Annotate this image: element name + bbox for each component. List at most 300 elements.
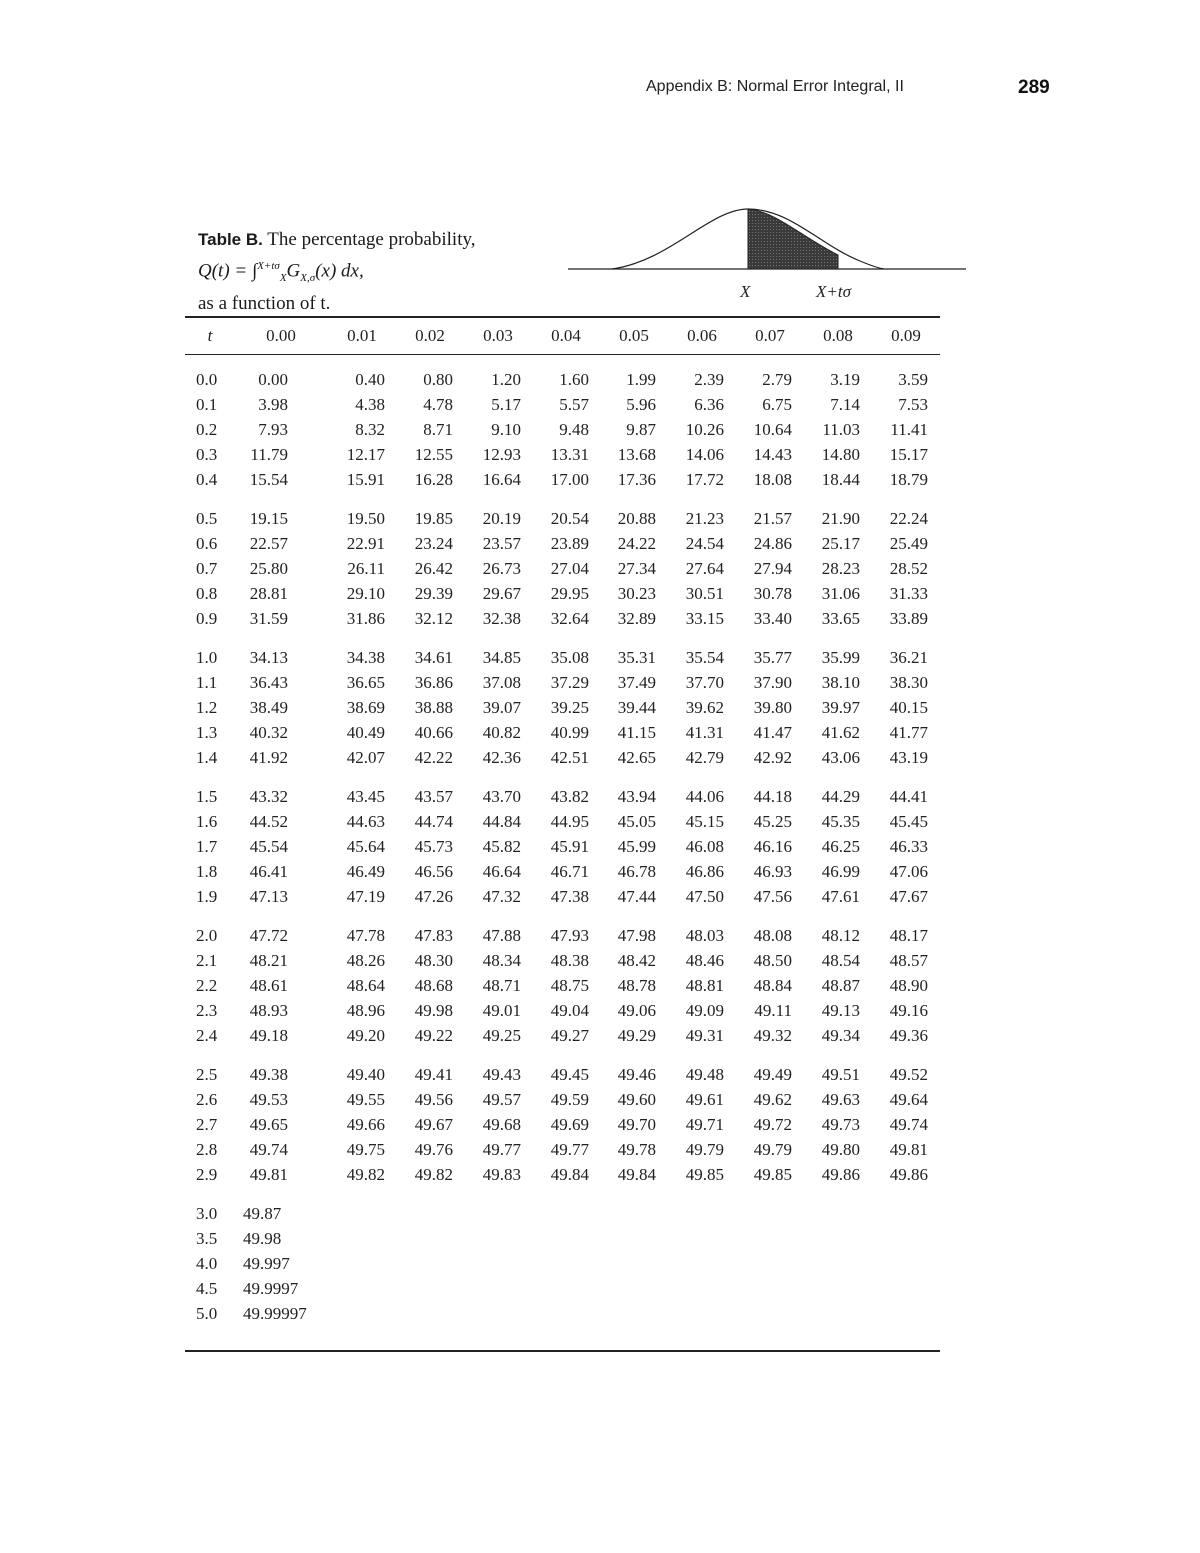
probability-cell: 34.38 <box>346 648 385 667</box>
integrand-subscript: X,σ <box>300 272 316 285</box>
probability-cell: 7.93 <box>258 420 288 439</box>
shaded-area <box>748 209 838 269</box>
probability-cell: 49.74 <box>249 1140 288 1159</box>
probability-cell: 8.32 <box>355 420 385 439</box>
probability-cell: 2.79 <box>762 370 792 389</box>
probability-cell: 47.19 <box>346 887 385 906</box>
probability-cell: 40.82 <box>482 723 521 742</box>
probability-cell: 45.54 <box>249 837 288 856</box>
probability-cell: 49.45 <box>550 1065 589 1084</box>
t-value-cell: 3.5 <box>196 1229 218 1248</box>
probability-cell: 30.23 <box>617 584 656 603</box>
probability-cell: 45.05 <box>617 812 656 831</box>
t-value-cell: 2.4 <box>196 1026 218 1045</box>
probability-cell: 49.77 <box>482 1140 521 1159</box>
probability-cell: 49.72 <box>753 1115 792 1134</box>
probability-cell: 20.19 <box>482 509 521 528</box>
probability-cell: 22.24 <box>889 509 928 528</box>
probability-cell: 39.80 <box>753 698 792 717</box>
t-value-cell: 0.0 <box>196 370 218 389</box>
probability-cell: 18.08 <box>753 470 792 489</box>
probability-cell: 47.26 <box>414 887 453 906</box>
probability-cell: 19.15 <box>249 509 288 528</box>
caption-line-3: as a function of t. <box>198 293 331 315</box>
probability-cell: 23.89 <box>550 534 589 553</box>
probability-cell: 37.70 <box>685 673 724 692</box>
probability-cell: 14.80 <box>821 445 860 464</box>
t-value-cell: 2.6 <box>196 1090 218 1109</box>
probability-cell: 49.56 <box>414 1090 453 1109</box>
integral-upper-limit: X+tσ <box>257 260 280 272</box>
probability-cell: 27.34 <box>617 559 656 578</box>
probability-cell: 5.17 <box>491 395 521 414</box>
probability-cell: 38.69 <box>346 698 385 717</box>
probability-cell: 21.57 <box>753 509 792 528</box>
t-value-cell: 0.1 <box>196 395 218 414</box>
probability-cell: 44.06 <box>685 787 724 806</box>
probability-cell: 35.31 <box>617 648 656 667</box>
t-value-cell: 2.3 <box>196 1001 218 1020</box>
probability-cell: 47.78 <box>346 926 385 945</box>
probability-cell: 49.46 <box>617 1065 656 1084</box>
probability-cell: 49.65 <box>249 1115 288 1134</box>
probability-cell: 48.26 <box>346 951 385 970</box>
probability-cell: 49.49 <box>753 1065 792 1084</box>
probability-cell: 49.16 <box>889 1001 928 1020</box>
probability-cell: 27.04 <box>550 559 589 578</box>
probability-cell: 38.49 <box>249 698 288 717</box>
probability-cell: 10.64 <box>753 420 792 439</box>
probability-cell: 49.43 <box>482 1065 521 1084</box>
t-value-cell: 0.7 <box>196 559 218 578</box>
probability-cell: 31.86 <box>346 609 385 628</box>
probability-cell: 47.50 <box>685 887 724 906</box>
probability-cell: 45.45 <box>889 812 928 831</box>
probability-cell: 49.87 <box>243 1204 282 1223</box>
probability-cell: 46.86 <box>685 862 724 881</box>
probability-cell: 49.74 <box>889 1115 928 1134</box>
probability-cell: 44.41 <box>889 787 928 806</box>
probability-cell: 37.90 <box>753 673 792 692</box>
probability-cell: 40.49 <box>346 723 385 742</box>
t-value-cell: 1.5 <box>196 787 218 806</box>
probability-cell: 43.32 <box>249 787 288 806</box>
probability-cell: 11.03 <box>822 420 860 439</box>
t-value-cell: 1.6 <box>196 812 218 831</box>
probability-cell: 32.89 <box>617 609 656 628</box>
probability-cell: 49.82 <box>346 1165 385 1184</box>
probability-cell: 47.38 <box>550 887 589 906</box>
probability-cell: 49.73 <box>821 1115 860 1134</box>
probability-cell: 48.96 <box>346 1001 385 1020</box>
probability-cell: 47.06 <box>889 862 928 881</box>
t-value-cell: 0.8 <box>196 584 218 603</box>
probability-cell: 49.53 <box>249 1090 288 1109</box>
probability-cell: 49.18 <box>249 1026 288 1045</box>
probability-cell: 48.34 <box>482 951 521 970</box>
probability-cell: 39.62 <box>685 698 724 717</box>
probability-cell: 30.78 <box>753 584 792 603</box>
t-value-cell: 1.4 <box>196 748 218 767</box>
probability-cell: 49.51 <box>821 1065 860 1084</box>
probability-cell: 46.41 <box>249 862 288 881</box>
probability-cell: 49.29 <box>617 1026 656 1045</box>
probability-cell: 36.86 <box>414 673 453 692</box>
table-caption <box>198 227 476 317</box>
t-value-cell: 1.2 <box>196 698 218 717</box>
probability-cell: 17.72 <box>685 470 724 489</box>
t-value-cell: 1.3 <box>196 723 218 742</box>
probability-cell: 49.997 <box>243 1254 290 1273</box>
probability-cell: 41.62 <box>821 723 860 742</box>
probability-cell: 49.67 <box>414 1115 453 1134</box>
t-value-cell: 1.8 <box>196 862 218 881</box>
probability-cell: 49.48 <box>685 1065 724 1084</box>
column-header: 0.01 <box>347 326 377 345</box>
t-value-cell: 0.3 <box>196 445 218 464</box>
probability-cell: 49.52 <box>889 1065 928 1084</box>
probability-cell: 41.15 <box>617 723 656 742</box>
probability-cell: 37.29 <box>550 673 589 692</box>
probability-cell: 31.33 <box>889 584 928 603</box>
probability-cell: 24.86 <box>753 534 792 553</box>
column-header: 0.05 <box>619 326 649 345</box>
probability-cell: 3.59 <box>898 370 928 389</box>
probability-cell: 32.64 <box>550 609 589 628</box>
probability-cell: 48.93 <box>249 1001 288 1020</box>
t-value-cell: 0.4 <box>196 470 218 489</box>
probability-cell: 26.11 <box>347 559 385 578</box>
probability-cell: 47.72 <box>249 926 288 945</box>
probability-cell: 47.88 <box>482 926 521 945</box>
probability-cell: 39.07 <box>482 698 521 717</box>
probability-cell: 33.15 <box>685 609 724 628</box>
probability-cell: 45.25 <box>753 812 792 831</box>
probability-cell: 18.44 <box>821 470 860 489</box>
probability-cell: 49.71 <box>685 1115 724 1134</box>
probability-cell: 48.61 <box>249 976 288 995</box>
probability-cell: 49.81 <box>249 1165 288 1184</box>
probability-cell: 48.90 <box>889 976 928 995</box>
t-value-cell: 0.5 <box>196 509 218 528</box>
probability-cell: 47.32 <box>482 887 521 906</box>
probability-cell: 43.19 <box>889 748 928 767</box>
probability-cell: 47.13 <box>249 887 288 906</box>
t-value-cell: 1.9 <box>196 887 218 906</box>
probability-cell: 34.61 <box>414 648 453 667</box>
probability-cell: 40.66 <box>414 723 453 742</box>
probability-cell: 49.32 <box>753 1026 792 1045</box>
probability-cell: 0.40 <box>355 370 385 389</box>
probability-cell: 46.56 <box>414 862 453 881</box>
probability-cell: 45.99 <box>617 837 656 856</box>
probability-cell: 45.73 <box>414 837 453 856</box>
probability-cell: 5.57 <box>559 395 589 414</box>
t-value-cell: 2.1 <box>196 951 218 970</box>
probability-cell: 13.31 <box>550 445 589 464</box>
probability-cell: 48.30 <box>414 951 453 970</box>
probability-cell: 27.94 <box>753 559 792 578</box>
probability-cell: 47.93 <box>550 926 589 945</box>
probability-cell: 47.56 <box>753 887 792 906</box>
probability-cell: 48.68 <box>414 976 453 995</box>
probability-cell: 42.36 <box>482 748 521 767</box>
probability-cell: 49.11 <box>754 1001 792 1020</box>
probability-cell: 49.76 <box>414 1140 453 1159</box>
label-x: X <box>740 282 751 301</box>
probability-cell: 46.16 <box>753 837 792 856</box>
t-value-cell: 1.0 <box>196 648 218 667</box>
formula-prefix: Q(t) = ∫ <box>198 260 258 282</box>
probability-cell: 12.93 <box>482 445 521 464</box>
probability-cell: 26.42 <box>414 559 453 578</box>
probability-cell: 38.88 <box>414 698 453 717</box>
probability-cell: 33.40 <box>753 609 792 628</box>
probability-cell: 43.82 <box>550 787 589 806</box>
probability-cell: 6.36 <box>694 395 724 414</box>
probability-cell: 49.36 <box>889 1026 928 1045</box>
probability-cell: 24.54 <box>685 534 724 553</box>
probability-cell: 49.60 <box>617 1090 656 1109</box>
probability-cell: 39.44 <box>617 698 656 717</box>
column-header: 0.07 <box>755 326 785 345</box>
integrand: G <box>286 260 301 282</box>
probability-cell: 44.74 <box>414 812 453 831</box>
probability-cell: 28.52 <box>889 559 928 578</box>
probability-cell: 49.79 <box>753 1140 792 1159</box>
probability-cell: 49.20 <box>346 1026 385 1045</box>
normal-curve-figure <box>560 205 970 305</box>
probability-cell: 26.73 <box>482 559 521 578</box>
probability-cell: 39.25 <box>550 698 589 717</box>
probability-cell: 0.00 <box>258 370 288 389</box>
probability-cell: 49.63 <box>821 1090 860 1109</box>
t-value-cell: 4.0 <box>196 1254 218 1273</box>
t-value-cell: 2.2 <box>196 976 218 995</box>
probability-cell: 45.64 <box>346 837 385 856</box>
probability-cell: 49.77 <box>550 1140 589 1159</box>
caption-formula <box>198 253 476 291</box>
probability-cell: 35.08 <box>550 648 589 667</box>
table-label: Table B. <box>198 230 263 249</box>
probability-cell: 20.54 <box>550 509 589 528</box>
probability-cell: 25.17 <box>821 534 860 553</box>
probability-cell: 42.92 <box>753 748 792 767</box>
probability-cell: 17.36 <box>617 470 656 489</box>
probability-cell: 7.14 <box>830 395 860 414</box>
probability-cell: 47.44 <box>617 887 656 906</box>
probability-cell: 49.85 <box>753 1165 792 1184</box>
probability-cell: 1.60 <box>559 370 589 389</box>
probability-cell: 41.31 <box>685 723 724 742</box>
probability-cell: 49.41 <box>414 1065 453 1084</box>
probability-cell: 49.70 <box>617 1115 656 1134</box>
probability-cell: 49.79 <box>685 1140 724 1159</box>
probability-cell: 48.38 <box>550 951 589 970</box>
probability-cell: 9.10 <box>491 420 521 439</box>
probability-cell: 48.50 <box>753 951 792 970</box>
column-header: 0.06 <box>687 326 717 345</box>
probability-cell: 47.98 <box>617 926 656 945</box>
probability-cell: 44.63 <box>346 812 385 831</box>
probability-cell: 15.17 <box>889 445 928 464</box>
t-value-cell: 2.0 <box>196 926 218 945</box>
probability-cell: 7.53 <box>898 395 928 414</box>
probability-cell: 10.26 <box>685 420 724 439</box>
probability-cell: 49.25 <box>482 1026 521 1045</box>
probability-cell: 1.20 <box>491 370 521 389</box>
probability-cell: 48.08 <box>753 926 792 945</box>
probability-cell: 0.80 <box>423 370 453 389</box>
probability-cell: 49.98 <box>243 1229 282 1248</box>
probability-cell: 22.57 <box>249 534 288 553</box>
probability-cell: 49.83 <box>482 1165 521 1184</box>
probability-cell: 15.54 <box>249 470 288 489</box>
probability-cell: 49.68 <box>482 1115 521 1134</box>
probability-cell: 42.07 <box>346 748 385 767</box>
probability-cell: 49.78 <box>617 1140 656 1159</box>
probability-cell: 49.31 <box>685 1026 724 1045</box>
probability-cell: 4.78 <box>423 395 453 414</box>
probability-cell: 5.96 <box>626 395 656 414</box>
probability-cell: 49.55 <box>346 1090 385 1109</box>
probability-cell: 44.84 <box>482 812 521 831</box>
probability-cell: 17.00 <box>550 470 589 489</box>
probability-cell: 45.82 <box>482 837 521 856</box>
probability-cell: 33.89 <box>889 609 928 628</box>
probability-cell: 41.47 <box>753 723 792 742</box>
probability-cell: 44.18 <box>753 787 792 806</box>
probability-cell: 23.57 <box>482 534 521 553</box>
column-header: 0.04 <box>551 326 581 345</box>
probability-cell: 48.75 <box>550 976 589 995</box>
t-value-cell: 1.7 <box>196 837 218 856</box>
probability-cell: 46.64 <box>482 862 521 881</box>
probability-cell: 9.87 <box>626 420 656 439</box>
t-value-cell: 5.0 <box>196 1304 218 1323</box>
probability-cell: 49.75 <box>346 1140 385 1159</box>
probability-cell: 3.19 <box>830 370 860 389</box>
probability-cell: 42.79 <box>685 748 724 767</box>
probability-cell: 41.92 <box>249 748 288 767</box>
probability-cell: 9.48 <box>559 420 589 439</box>
probability-cell: 44.52 <box>249 812 288 831</box>
probability-cell: 48.12 <box>821 926 860 945</box>
probability-cell: 48.64 <box>346 976 385 995</box>
probability-cell: 29.67 <box>482 584 521 603</box>
probability-cell: 48.03 <box>685 926 724 945</box>
t-value-cell: 2.5 <box>196 1065 218 1084</box>
probability-cell: 36.65 <box>346 673 385 692</box>
probability-cell: 30.51 <box>685 584 724 603</box>
probability-cell: 42.22 <box>414 748 453 767</box>
probability-cell: 49.61 <box>685 1090 724 1109</box>
probability-cell: 21.90 <box>821 509 860 528</box>
probability-cell: 25.49 <box>889 534 928 553</box>
probability-cell: 49.86 <box>821 1165 860 1184</box>
probability-cell: 31.06 <box>821 584 860 603</box>
probability-cell: 29.10 <box>346 584 385 603</box>
probability-cell: 14.43 <box>753 445 792 464</box>
column-header-t: t <box>207 326 213 345</box>
probability-cell: 46.25 <box>821 837 860 856</box>
probability-cell: 45.35 <box>821 812 860 831</box>
probability-cell: 32.38 <box>482 609 521 628</box>
probability-cell: 24.22 <box>617 534 656 553</box>
t-value-cell: 2.9 <box>196 1165 218 1184</box>
probability-cell: 49.9997 <box>243 1279 299 1298</box>
probability-cell: 28.23 <box>821 559 860 578</box>
table-top-rule <box>185 316 940 318</box>
table-header-rule <box>185 354 940 355</box>
probability-cell: 38.30 <box>889 673 928 692</box>
probability-cell: 45.15 <box>685 812 724 831</box>
probability-cell: 6.75 <box>762 395 792 414</box>
caption-line-1 <box>198 227 476 253</box>
t-value-cell: 1.1 <box>196 673 218 692</box>
column-header: 0.03 <box>483 326 513 345</box>
probability-cell: 49.84 <box>617 1165 656 1184</box>
probability-cell: 18.79 <box>889 470 928 489</box>
probability-cell: 40.15 <box>889 698 928 717</box>
probability-cell: 49.04 <box>550 1001 589 1020</box>
caption-text-1: The percentage probability, <box>267 229 476 250</box>
table-bottom-rule <box>185 1350 940 1352</box>
probability-cell: 44.29 <box>821 787 860 806</box>
probability-cell: 35.77 <box>753 648 792 667</box>
probability-cell: 49.57 <box>482 1090 521 1109</box>
probability-cell: 49.34 <box>821 1026 860 1045</box>
column-header: 0.09 <box>891 326 921 345</box>
probability-cell: 4.38 <box>355 395 385 414</box>
t-value-cell: 0.6 <box>196 534 218 553</box>
probability-cell: 14.06 <box>685 445 724 464</box>
running-head-title: Appendix B: Normal Error Integral, II <box>646 78 904 95</box>
probability-cell: 48.21 <box>249 951 288 970</box>
t-value-cell: 4.5 <box>196 1279 218 1298</box>
probability-cell: 19.85 <box>414 509 453 528</box>
probability-cell: 49.27 <box>550 1026 589 1045</box>
probability-cell: 37.49 <box>617 673 656 692</box>
probability-cell: 22.91 <box>346 534 385 553</box>
label-x-plus-t-sigma: X+tσ <box>816 282 851 301</box>
integral-lower-limit: X <box>279 272 287 285</box>
probability-cell: 49.69 <box>550 1115 589 1134</box>
probability-cell: 37.08 <box>482 673 521 692</box>
t-value-cell: 0.9 <box>196 609 218 628</box>
probability-cell: 16.28 <box>414 470 453 489</box>
page-number: 289 <box>1018 77 1050 98</box>
probability-cell: 27.64 <box>685 559 724 578</box>
probability-cell: 48.87 <box>821 976 860 995</box>
probability-cell: 49.13 <box>821 1001 860 1020</box>
probability-cell: 43.06 <box>821 748 860 767</box>
probability-cell: 49.85 <box>685 1165 724 1184</box>
probability-cell: 43.45 <box>346 787 385 806</box>
probability-cell: 49.99997 <box>243 1304 307 1323</box>
probability-cell: 41.77 <box>889 723 928 742</box>
probability-cell: 49.38 <box>249 1065 288 1084</box>
probability-cell: 48.81 <box>685 976 724 995</box>
probability-cell: 49.01 <box>482 1001 521 1020</box>
probability-cell: 32.12 <box>414 609 453 628</box>
probability-cell: 42.65 <box>617 748 656 767</box>
probability-cell: 46.33 <box>889 837 928 856</box>
probability-cell: 8.71 <box>423 420 453 439</box>
probability-cell: 49.59 <box>550 1090 589 1109</box>
probability-cell: 46.49 <box>346 862 385 881</box>
probability-cell: 48.71 <box>482 976 521 995</box>
